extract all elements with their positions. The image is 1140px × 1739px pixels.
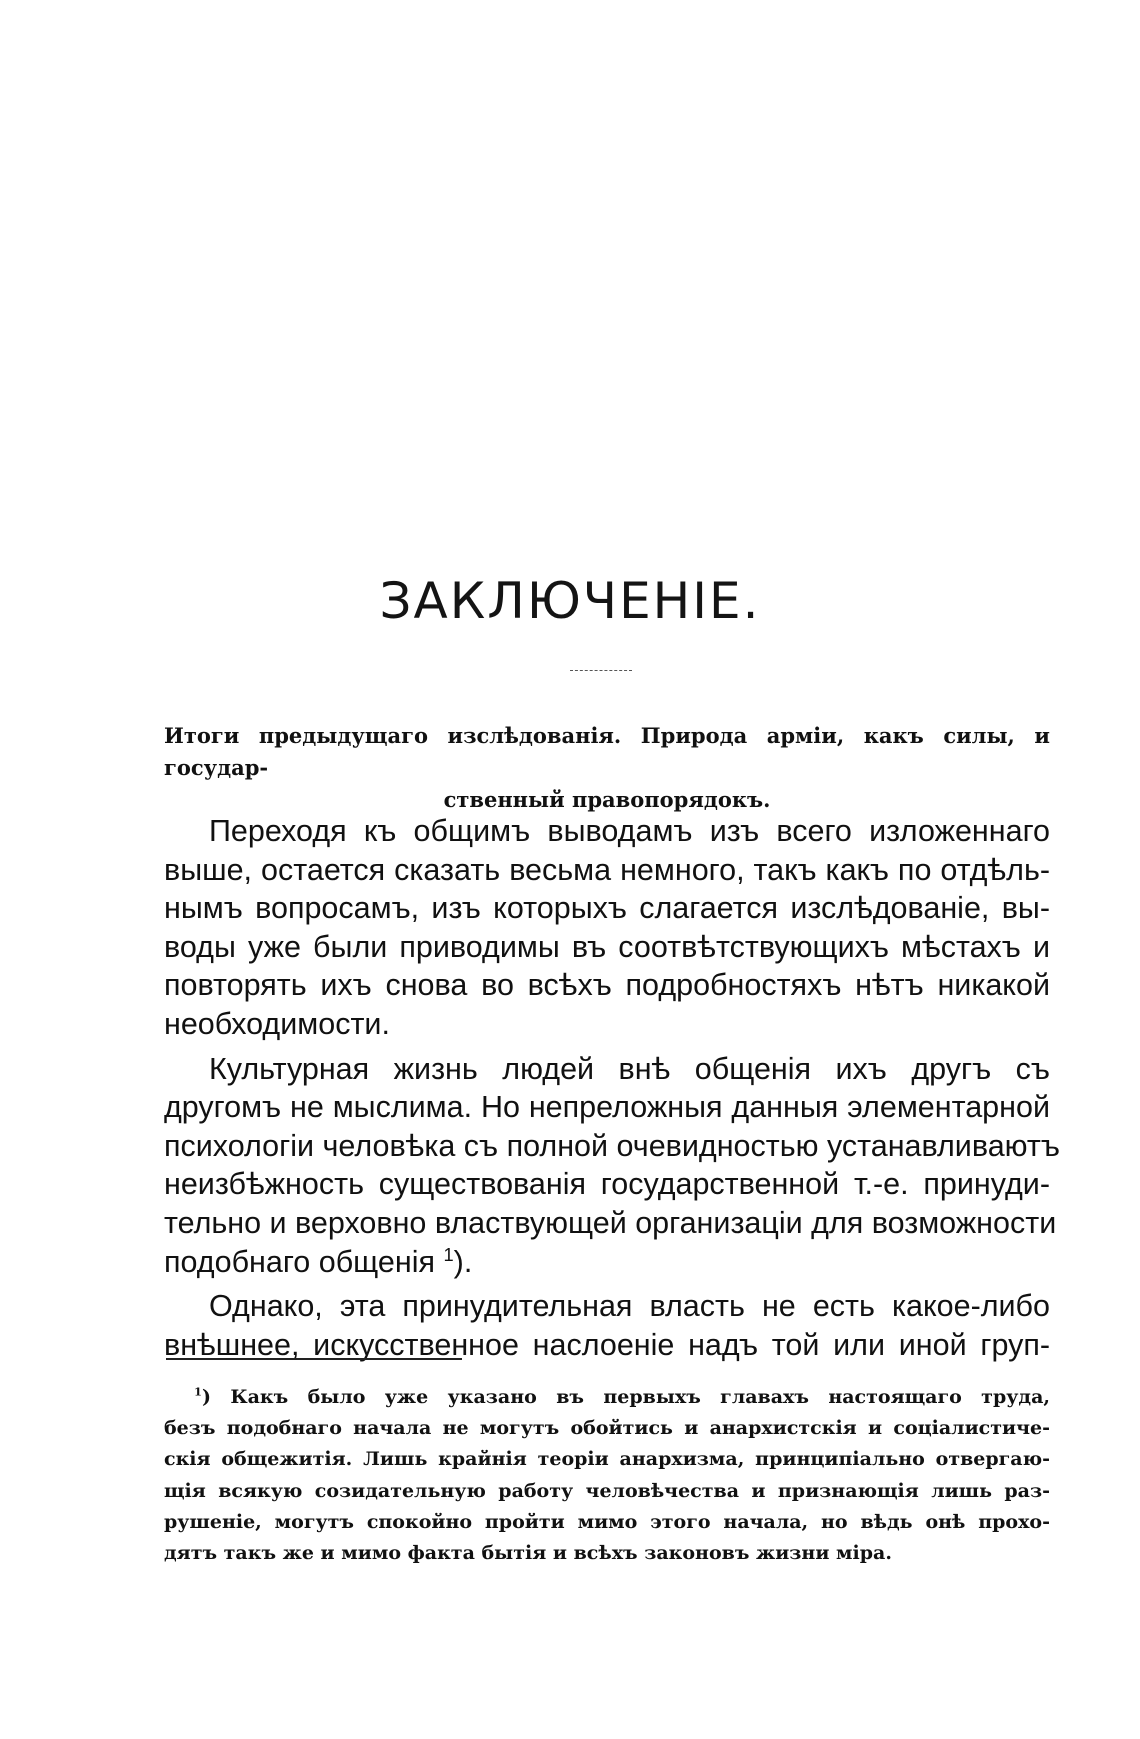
text-fragment: ). — [453, 1244, 473, 1279]
text-line: Культурная жизнь людей внѣ общенія ихъ другъ съ — [209, 1051, 1050, 1086]
paragraph — [164, 1287, 1050, 1364]
text-fragment: подобнаго общенія — [164, 1244, 436, 1279]
footnote-line: щія всякую созидательную работу человѣчества и признающія лишь раз- — [164, 1479, 1050, 1502]
text-fragment: ) Какъ было уже указано въ первыхъ главахъ настоящаго труда, — [201, 1386, 1050, 1408]
paragraph — [164, 812, 1050, 1044]
footnote-separator — [166, 1358, 462, 1360]
footnote-reference[interactable]: 1 — [443, 1243, 454, 1265]
footnote-line — [164, 1382, 1050, 1413]
body-text — [164, 812, 1060, 1364]
text-line: нымъ вопросамъ, изъ которыхъ слагается изслѣдованіе, вы- — [164, 891, 1050, 926]
footnote — [164, 1382, 1050, 1569]
chapter-subtitle — [164, 720, 1050, 816]
footnote-line: скія общежитія. Лишь крайнія теоріи анархизма, принципіально отвергаю- — [164, 1448, 1050, 1471]
text-line — [164, 1243, 1050, 1282]
text-line: Однако, эта принудительная власть не есть какое-либо — [209, 1289, 1050, 1324]
text-line: воды уже были приводимы въ соотвѣтствующихъ мѣстахъ и — [164, 929, 1050, 964]
footnote-line: дятъ такъ же и мимо факта бытія и всѣхъ законовъ жизни міра. — [164, 1542, 892, 1565]
text-line: неизбѣжность существованія государственной т.-е. принуди- — [164, 1167, 1050, 1202]
text-line: необходимости. — [164, 1006, 390, 1041]
title-divider — [570, 670, 632, 671]
footnote-line: безъ подобнаго начала не могутъ обойтись и анархистскія и соціалистиче- — [164, 1417, 1050, 1440]
paragraph — [164, 1050, 1060, 1282]
chapter-title: ЗАКЛЮЧЕНІЕ. — [379, 572, 761, 630]
text-line: тельно и верховно властвующей организаціи для возможности — [164, 1205, 1057, 1240]
subtitle-line: Итоги предыдущаго изслѣдованія. Природа арміи, какъ силы, и государ- — [164, 723, 1050, 780]
subtitle-line: ственный правопорядокъ. — [443, 787, 771, 812]
text-line: Переходя къ общимъ выводамъ изъ всего изложеннаго — [209, 814, 1050, 848]
text-line: повторять ихъ снова во всѣхъ подробностяхъ нѣтъ никакой — [164, 968, 1050, 1003]
text-line: психологіи человѣка съ полной очевидностью устанавливаютъ — [164, 1128, 1060, 1163]
footnote-marker: 1 — [194, 1384, 202, 1399]
text-line: выше, остается сказать весьма немного, такъ какъ по отдѣль- — [164, 852, 1050, 887]
text-line: другомъ не мыслима. Но непреложныя данныя элементарной — [164, 1090, 1050, 1125]
footnote-line: рушеніе, могутъ спокойно пройти мимо этого начала, но вѣдь онѣ прохо- — [164, 1510, 1050, 1533]
text-line: внѣшнее, искусственное наслоеніе надъ той или иной груп- — [164, 1327, 1050, 1362]
